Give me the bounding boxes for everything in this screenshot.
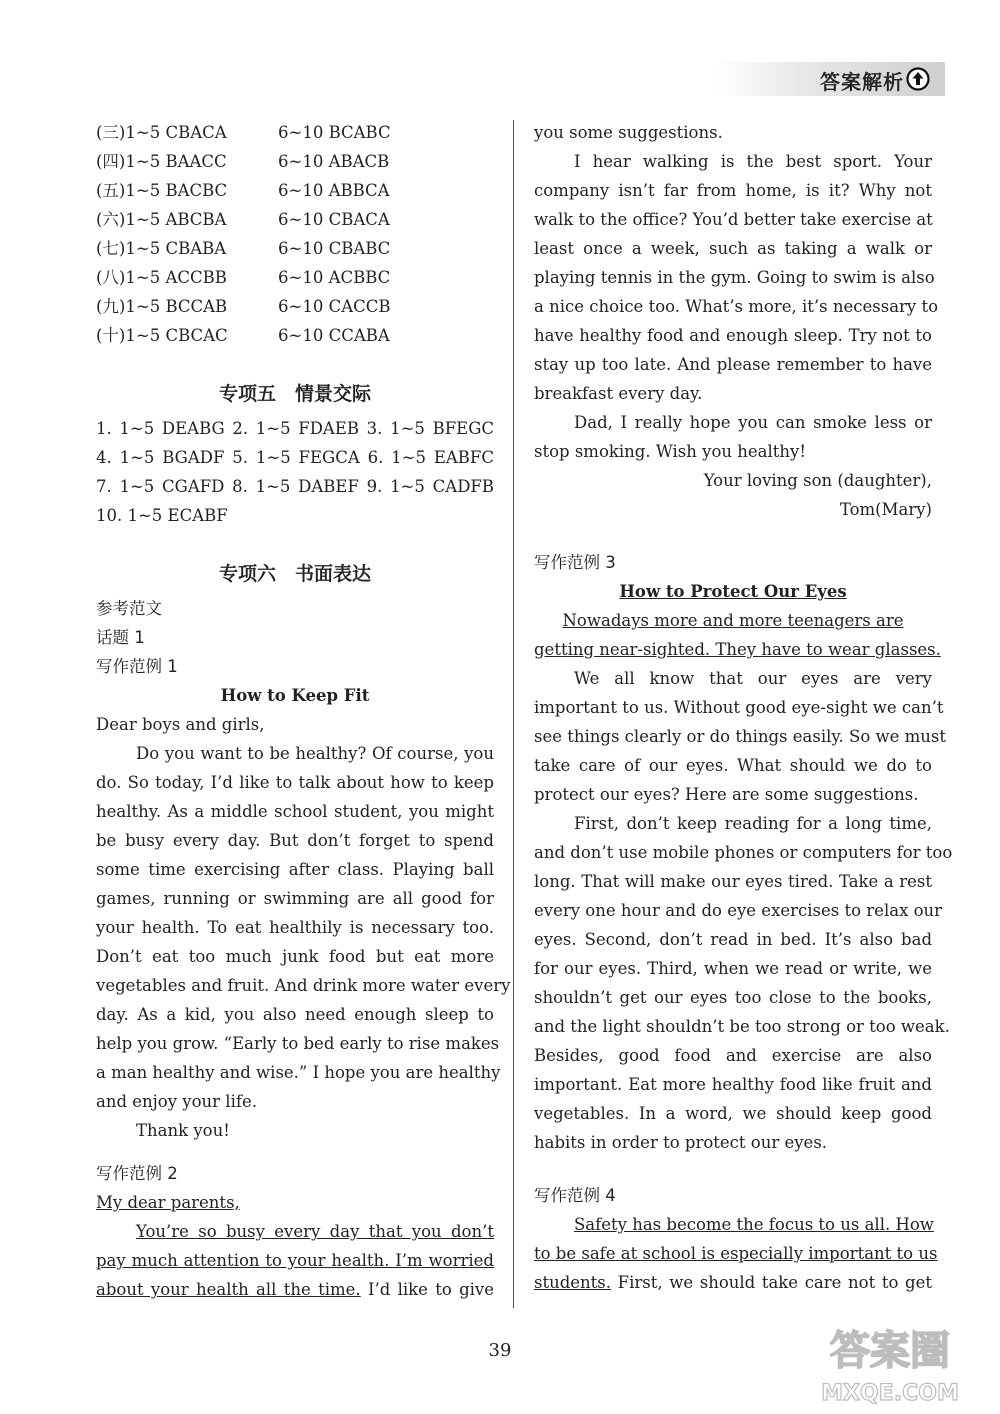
answer-cell: 6~10 ABBCA [278, 181, 390, 200]
up-arrow-icon [906, 67, 930, 91]
essay-line: least once a week, such as taking a walk or [534, 239, 932, 258]
essay-line: a man healthy and wise.” I hope you are healthy [96, 1063, 501, 1082]
section6-title: 专项六 书面表达 [218, 563, 371, 585]
essay-line: protect our eyes? Here are some suggestions. [534, 785, 919, 804]
essay-line: Do you want to be healthy? Of course, you [136, 744, 494, 763]
column-divider [513, 120, 514, 1308]
section5-title: 专项五 情景交际 [218, 383, 371, 405]
essay-line: First, don’t keep reading for a long time, [574, 814, 932, 833]
essay-line: be busy every day. But don’t forget to spend [96, 831, 494, 850]
answer-row [96, 118, 494, 147]
essay-line: shouldn’t get our eyes too close to the books, [534, 988, 932, 1007]
section5-line: 4. 1~5 BGADF 5. 1~5 FEGCA 6. 1~5 EABFC [96, 448, 494, 467]
answer-table [96, 118, 494, 350]
section5-line: 10. 1~5 ECABF [96, 506, 228, 525]
example3-label: 写作范例 3 [534, 553, 616, 572]
answer-cell: (三)1~5 CBACA [96, 123, 227, 142]
essay-line: important. Eat more healthy food like fruit and [534, 1075, 932, 1094]
left-column [96, 118, 511, 1304]
answer-cell: (七)1~5 CBABA [96, 239, 227, 258]
topic-label: 话题 1 [96, 628, 145, 647]
essay-line: habits in order to protect our eyes. [534, 1133, 828, 1152]
essay-line: Thank you! [136, 1121, 230, 1140]
essay-line: have healthy food and enough sleep. Try not to [534, 326, 932, 345]
essay-line: some time exercising after class. Playing ball [96, 860, 494, 879]
answer-cell: (四)1~5 BAACC [96, 152, 227, 171]
essay-line: playing tennis in the gym. Going to swim is also [534, 268, 935, 287]
essay-line: and enjoy your life. [96, 1092, 257, 1111]
reference-label: 参考范文 [96, 599, 162, 618]
section5-line: 1. 1~5 DEABG 2. 1~5 FDAEB 3. 1~5 BFEGC [96, 419, 494, 438]
essay-line: Dear boys and girls, [96, 715, 265, 734]
essay-line: Don’t eat too much junk food but eat more [96, 947, 494, 966]
essay-line: long. That will make our eyes tired. Take a rest [534, 872, 932, 891]
essay-line: vegetables and fruit. And drink more water every [96, 976, 511, 995]
section5-line: 7. 1~5 CGAFD 8. 1~5 DABEF 9. 1~5 CADFB [96, 477, 494, 496]
essay-line: games, running or swimming are all good for [96, 889, 494, 908]
essay-line: stay up too late. And please remember to have [534, 355, 932, 374]
essay-line: Safety has become the focus to us all. How [574, 1215, 934, 1234]
answer-cell: (十)1~5 CBCAC [96, 326, 228, 345]
answer-cell: 6~10 BCABC [278, 123, 391, 142]
essay-line [534, 1268, 932, 1297]
essay-line: your health. To eat healthily is necessary too. [96, 918, 494, 937]
essay-line: and the light shouldn’t be too strong or too weak. [534, 1017, 950, 1036]
answer-cell: (五)1~5 BACBC [96, 181, 228, 200]
essay-text: First, we should take care not to get [611, 1273, 932, 1292]
example1-label: 写作范例 1 [96, 657, 178, 676]
page-number: 39 [488, 1340, 512, 1361]
essay-line: company isn’t far from home, is it? Why not [534, 181, 932, 200]
underlined-text: about your health all the time. [96, 1280, 361, 1299]
essay-line: We all know that our eyes are very [574, 669, 932, 688]
essay-line: walk to the office? You’d better take exercise at [534, 210, 933, 229]
answer-cell: 6~10 CACCB [278, 297, 391, 316]
header-title: 答案解析 [820, 70, 904, 94]
essay-line: a nice choice too. What’s more, it’s necessary to [534, 297, 939, 316]
essay-line: every one hour and do eye exercises to relax our [534, 901, 943, 920]
answer-row [96, 205, 494, 234]
svg-text:答案圈: 答案圈 [830, 1328, 950, 1374]
letter-signature: Tom(Mary) [839, 500, 932, 519]
essay-line: getting near-sighted. They have to wear glasses. [534, 640, 941, 659]
essay-line: Nowadays more and more teenagers are [562, 611, 904, 630]
essay-line: see things clearly or do things easily. So we must [534, 727, 947, 746]
essay-line: You’re so busy every day that you don’t [136, 1222, 494, 1241]
essay-line: to be safe at school is especially important to us [534, 1244, 938, 1263]
answer-cell: 6~10 ACBBC [278, 268, 391, 287]
example2-label: 写作范例 2 [96, 1164, 178, 1183]
essay-text: I’d like to give [360, 1280, 494, 1299]
underlined-text: students. [534, 1273, 612, 1292]
essay-line: take care of our eyes. What should we do to [534, 756, 932, 775]
letter-greeting: My dear parents, [96, 1193, 240, 1212]
answer-row [96, 176, 494, 205]
watermark-logo [790, 1320, 990, 1410]
essay-line: breakfast every day. [534, 384, 703, 403]
svg-text:MXQE.COM: MXQE.COM [821, 1381, 959, 1406]
essay-line: you some suggestions. [534, 123, 723, 142]
example4-label: 写作范例 4 [534, 1186, 616, 1205]
answer-row [96, 263, 494, 292]
essay-line: help you grow. “Early to bed early to rise makes [96, 1034, 500, 1053]
essay-line: do. So today, I’d like to talk about how to keep [96, 773, 494, 792]
essay-line: eyes. Second, don’t read in bed. It’s also bad [534, 930, 932, 949]
answer-row [96, 292, 494, 321]
right-column [534, 118, 953, 1297]
essay-line: I hear walking is the best sport. Your [574, 152, 932, 171]
answer-cell: 6~10 CCABA [278, 326, 390, 345]
essay-line [96, 1275, 494, 1304]
essay-line: Besides, good food and exercise are also [534, 1046, 932, 1065]
essay-line: for our eyes. Third, when we read or write, we [534, 959, 932, 978]
essay-line: vegetables. In a word, we should keep good [534, 1104, 932, 1123]
answer-cell: 6~10 CBABC [278, 239, 391, 258]
essay-line: Dad, I really hope you can smoke less or [574, 413, 932, 432]
answer-cell: 6~10 ABACB [278, 152, 390, 171]
answer-row [96, 234, 494, 263]
answer-row [96, 147, 494, 176]
example3-title: How to Protect Our Eyes [619, 582, 847, 601]
essay-line: pay much attention to your health. I’m worried [96, 1251, 494, 1270]
essay-line: important to us. Without good eye-sight we can’t [534, 698, 944, 717]
essay-line: day. As a kid, you also need enough sleep to [96, 1005, 494, 1024]
essay-line: and don’t use mobile phones or computers for too [534, 843, 953, 862]
answer-row [96, 321, 494, 350]
answer-cell: 6~10 CBACA [278, 210, 390, 229]
essay-line: healthy. As a middle school student, you might [96, 802, 494, 821]
answer-cell: (八)1~5 ACCBB [96, 268, 227, 287]
example1-title: How to Keep Fit [220, 686, 370, 705]
answer-cell: (九)1~5 BCCAB [96, 297, 228, 316]
answer-cell: (六)1~5 ABCBA [96, 210, 227, 229]
letter-signoff: Your loving son (daughter), [703, 471, 932, 490]
essay-line: stop smoking. Wish you healthy! [534, 442, 806, 461]
